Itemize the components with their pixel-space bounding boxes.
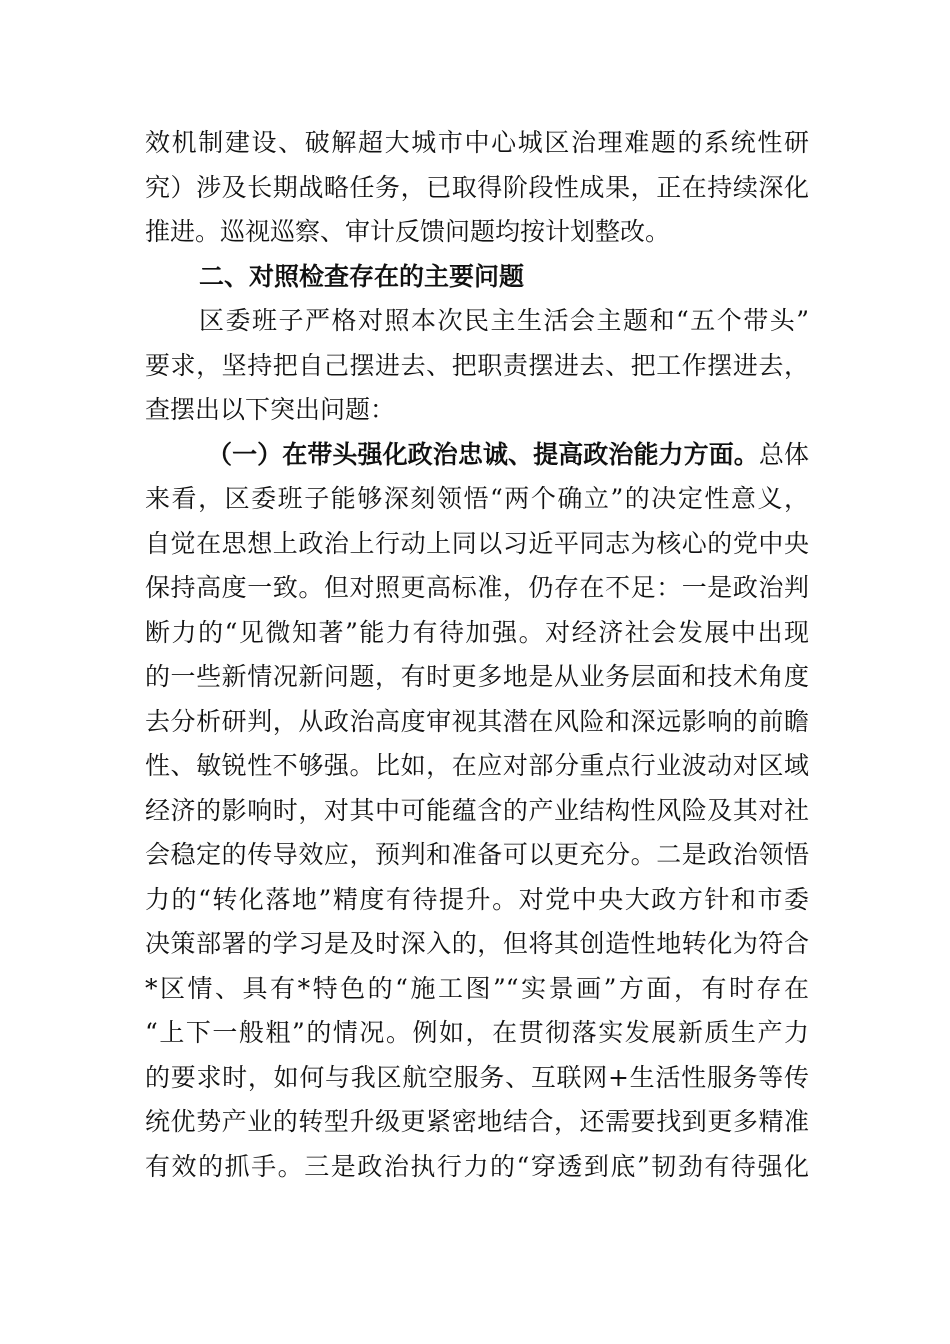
paragraph-line: 究）涉及长期战略任务，已取得阶段性成果，正在持续深化 (145, 172, 809, 202)
section-heading: 二、对照检查存在的主要问题 (199, 261, 525, 291)
paragraph-line: 经济的影响时，对其中可能蕴含的产业结构性风险及其对社 (145, 795, 809, 825)
paragraph-line: 去分析研判，从政治高度审视其潜在风险和深远影响的前瞻 (145, 706, 809, 736)
paragraph-line: 有效的抓手。三是政治执行力的“穿透到底”韧劲有待强化 (145, 1151, 809, 1181)
paragraph-line: 查摆出以下突出问题： (145, 395, 396, 424)
paragraph-line: 来看，区委班子能够深刻领悟“两个确立”的决定性意义， (145, 484, 809, 513)
paragraph-line: 统优势产业的转型升级更紧密地结合，还需要找到更多精准 (145, 1107, 809, 1136)
paragraph-line: 的要求时，如何与我区航空服务、互联网+生活性服务等传 (145, 1062, 809, 1092)
paragraph-line: *区情、具有*特色的“施工图”“实景画”方面，有时存在 (145, 973, 809, 1003)
paragraph-line: 区委班子严格对照本次民主生活会主题和“五个带头” (199, 306, 809, 335)
paragraph-line: “上下一般粗”的情况。例如，在贯彻落实发展新质生产力 (145, 1018, 809, 1047)
paragraph-line: 断力的“见微知著”能力有待加强。对经济社会发展中出现 (145, 617, 809, 647)
paragraph-line: 推进。巡视巡察、审计反馈问题均按计划整改。 (145, 217, 671, 246)
paragraph-line: 的一些新情况新问题，有时更多地是从业务层面和技术角度 (145, 662, 809, 691)
paragraph-line: 自觉在思想上政治上行动上同以习近平同志为核心的党中央 (145, 528, 809, 558)
paragraph-line: 力的“转化落地”精度有待提升。对党中央大政方针和市委 (145, 884, 809, 914)
paragraph-line: 决策部署的学习是及时深入的，但将其创造性地转化为符合 (145, 929, 809, 958)
paragraph-line: 性、敏锐性不够强。比如，在应对部分重点行业波动对区域 (145, 751, 809, 780)
document-page (145, 121, 809, 1189)
paragraph-line: 保持高度一致。但对照更高标准，仍存在不足：一是政治判 (145, 573, 809, 602)
subsection-heading: （一）在带头强化政治忠诚、提高政治能力方面。 (207, 439, 759, 469)
paragraph-line: 效机制建设、破解超大城市中心城区治理难题的系统性研 (145, 128, 809, 157)
paragraph-line (145, 433, 809, 478)
paragraph-line: 要求，坚持把自己摆进去、把职责摆进去、把工作摆进去， (145, 350, 809, 380)
paragraph-text: 总体 (758, 439, 809, 469)
paragraph-line: 会稳定的传导效应，预判和准备可以更充分。二是政治领悟 (145, 840, 809, 869)
